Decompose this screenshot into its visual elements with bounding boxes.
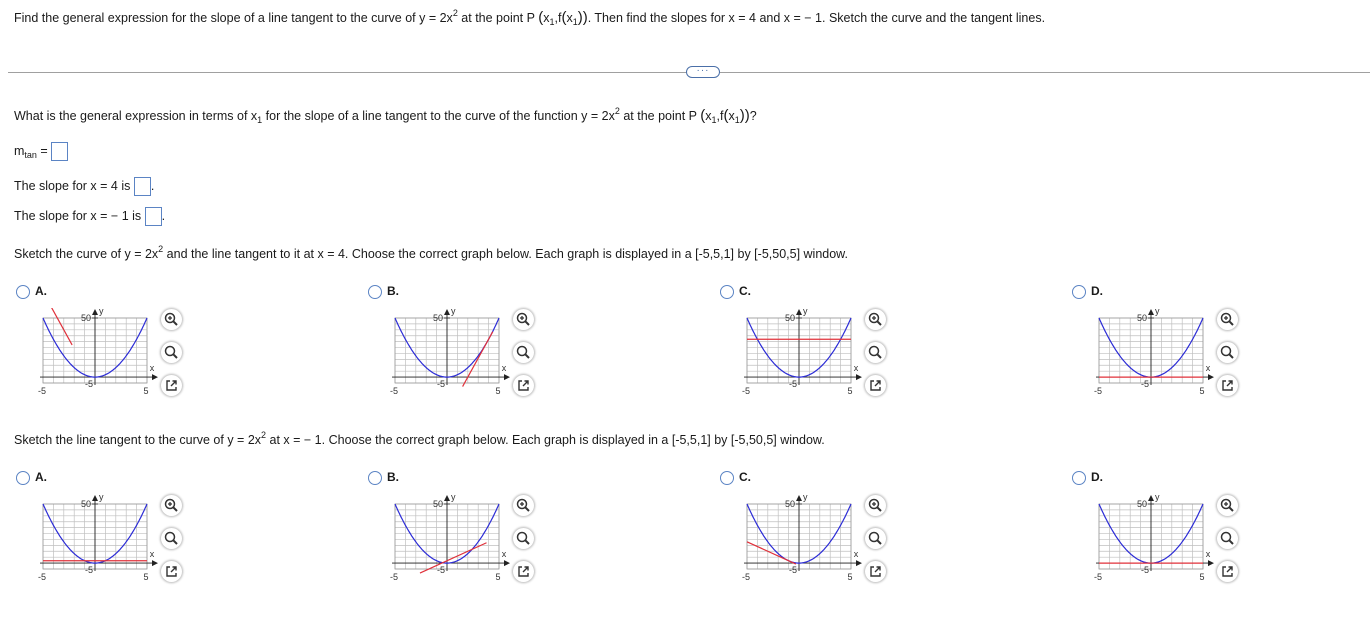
y-axis-label: y <box>99 308 104 316</box>
q1-option-a-label[interactable]: A. <box>35 284 47 298</box>
external-link-icon <box>1217 561 1238 582</box>
external-link-icon <box>161 375 182 396</box>
y-tick-label: -5 <box>788 565 798 576</box>
x-tick-label: -5 <box>1093 386 1103 396</box>
slope-x4-answer-input[interactable] <box>134 177 151 196</box>
q1-option-b-graph <box>380 308 520 404</box>
q2-option-c-graph <box>732 494 872 590</box>
x-tick-label: 5 <box>143 386 149 396</box>
y-tick-label: 50 <box>1136 313 1147 323</box>
q2-option-c-radio[interactable] <box>720 471 734 485</box>
zoom-in-icon <box>1217 495 1238 516</box>
y-axis-arrow-icon <box>796 495 802 501</box>
y-axis-label: y <box>1155 308 1160 316</box>
x-axis-label: x <box>853 549 859 560</box>
y-axis-arrow-icon <box>444 495 450 501</box>
x-tick-label: -5 <box>741 572 751 582</box>
zoom-in-icon <box>513 495 534 516</box>
x-axis-arrow-icon <box>1208 560 1214 566</box>
q2-option-a-label[interactable]: A. <box>35 470 47 484</box>
x-axis-label: x <box>501 549 507 560</box>
open-graph-button[interactable] <box>865 561 886 582</box>
zoom-in-icon <box>1217 309 1238 330</box>
open-graph-button[interactable] <box>161 561 182 582</box>
zoom-in-button[interactable] <box>865 495 886 516</box>
q1-option-d-label[interactable]: D. <box>1091 284 1103 298</box>
zoom-in-button[interactable] <box>1217 309 1238 330</box>
x-axis-arrow-icon <box>856 374 862 380</box>
x-tick-label: -5 <box>741 386 751 396</box>
y-axis-label: y <box>99 494 104 502</box>
open-graph-button[interactable] <box>161 375 182 396</box>
x-tick-label: -5 <box>1093 572 1103 582</box>
x-axis-label: x <box>149 549 155 560</box>
x-axis-label: x <box>149 363 155 374</box>
x-tick-label: -5 <box>389 572 399 582</box>
q2-option-a-graph <box>28 494 168 590</box>
x-axis-arrow-icon <box>1208 374 1214 380</box>
zoom-in-button[interactable] <box>865 309 886 330</box>
x-tick-label: 5 <box>495 386 501 396</box>
y-tick-label: -5 <box>436 565 446 576</box>
y-tick-label: 50 <box>784 499 795 509</box>
external-link-icon <box>1217 375 1238 396</box>
zoom-out-button[interactable] <box>865 528 886 549</box>
x-axis-arrow-icon <box>504 374 510 380</box>
zoom-in-icon <box>865 309 886 330</box>
y-tick-label: 50 <box>80 499 91 509</box>
x-tick-label: -5 <box>37 386 47 396</box>
zoom-out-button[interactable] <box>1217 528 1238 549</box>
y-axis-arrow-icon <box>92 309 98 315</box>
zoom-in-button[interactable] <box>161 309 182 330</box>
zoom-out-icon <box>865 528 886 549</box>
x-tick-label: 5 <box>847 572 853 582</box>
q2-option-b-label[interactable]: B. <box>387 470 399 484</box>
y-axis-arrow-icon <box>796 309 802 315</box>
q2-option-d-graph <box>1084 494 1224 590</box>
q1-option-a-radio[interactable] <box>16 285 30 299</box>
q1-option-c-graph <box>732 308 872 404</box>
y-axis-arrow-icon <box>92 495 98 501</box>
q1-option-b-label[interactable]: B. <box>387 284 399 298</box>
q1-option-c-label[interactable]: C. <box>739 284 751 298</box>
x-axis-arrow-icon <box>152 560 158 566</box>
slope-xneg1-answer-input[interactable] <box>145 207 162 226</box>
x-axis-label: x <box>853 363 859 374</box>
zoom-in-button[interactable] <box>513 309 534 330</box>
y-tick-label: -5 <box>436 379 446 390</box>
q2-option-b-graph <box>380 494 520 590</box>
y-axis-arrow-icon <box>1148 495 1154 501</box>
external-link-icon <box>513 561 534 582</box>
y-axis-label: y <box>1155 494 1160 502</box>
x-axis-label: x <box>1205 363 1211 374</box>
y-tick-label: -5 <box>84 379 94 390</box>
zoom-in-button[interactable] <box>161 495 182 516</box>
zoom-in-icon <box>161 309 182 330</box>
q2-option-b-radio[interactable] <box>368 471 382 485</box>
zoom-out-icon <box>513 342 534 363</box>
slope-xneg1-row: The slope for x = − 1 is . <box>14 207 165 226</box>
zoom-out-icon <box>1217 528 1238 549</box>
y-axis-label: y <box>803 494 808 502</box>
zoom-out-button[interactable] <box>161 342 182 363</box>
x-axis-arrow-icon <box>152 374 158 380</box>
open-graph-button[interactable] <box>1217 561 1238 582</box>
x-tick-label: 5 <box>143 572 149 582</box>
zoom-out-icon <box>865 342 886 363</box>
q2-option-a-radio[interactable] <box>16 471 30 485</box>
zoom-out-button[interactable] <box>865 342 886 363</box>
y-tick-label: -5 <box>1140 379 1150 390</box>
y-axis-label: y <box>451 494 456 502</box>
y-tick-label: -5 <box>1140 565 1150 576</box>
q1-option-b-radio[interactable] <box>368 285 382 299</box>
x-tick-label: 5 <box>1199 386 1205 396</box>
x-tick-label: 5 <box>495 572 501 582</box>
m-tan-answer-input[interactable] <box>51 142 68 161</box>
y-tick-label: 50 <box>1136 499 1147 509</box>
x-axis-arrow-icon <box>856 560 862 566</box>
y-axis-arrow-icon <box>1148 309 1154 315</box>
x-tick-label: 5 <box>847 386 853 396</box>
q2-option-d-radio[interactable] <box>1072 471 1086 485</box>
sketch2-prompt: Sketch the line tangent to the curve of $y = 2x^2$ at x = − 1. Choose the correct graph below. Each graph is displayed in a [-5,5,1] by [-5,50,5] window. <box>14 430 825 447</box>
zoom-out-icon <box>161 528 182 549</box>
open-graph-button[interactable] <box>865 375 886 396</box>
q1-option-d-graph <box>1084 308 1224 404</box>
q1-option-c-radio[interactable] <box>720 285 734 299</box>
more-button[interactable]: ··· <box>686 66 720 78</box>
y-tick-label: -5 <box>84 565 94 576</box>
external-link-icon <box>161 561 182 582</box>
zoom-in-icon <box>513 309 534 330</box>
x-tick-label: -5 <box>389 386 399 396</box>
zoom-out-button[interactable] <box>513 528 534 549</box>
zoom-out-button[interactable] <box>1217 342 1238 363</box>
zoom-out-icon <box>161 342 182 363</box>
x-tick-label: -5 <box>37 572 47 582</box>
open-graph-button[interactable] <box>1217 375 1238 396</box>
problem-statement: Find the general expression for the slope of a line tangent to the curve of $y = 2x^2$ at the point P $(x_1,f(x_1))$. Then find the slopes for x = 4 and x = − 1. Sketch the curve and the tangent lines. <box>14 8 1046 27</box>
y-tick-label: 50 <box>80 313 91 323</box>
external-link-icon <box>865 561 886 582</box>
m-tan-row: $m_{tan}$ = <box>14 142 68 161</box>
y-tick-label: -5 <box>788 379 798 390</box>
y-axis-label: y <box>451 308 456 316</box>
q2-option-c-label[interactable]: C. <box>739 470 751 484</box>
x-axis-label: x <box>501 363 507 374</box>
y-axis-arrow-icon <box>444 309 450 315</box>
zoom-in-button[interactable] <box>1217 495 1238 516</box>
zoom-in-icon <box>161 495 182 516</box>
q1-option-d-radio[interactable] <box>1072 285 1086 299</box>
slope-x4-row: The slope for x = 4 is . <box>14 177 154 196</box>
zoom-out-icon <box>513 528 534 549</box>
sketch1-prompt: Sketch the curve of $y = 2x^2$ and the line tangent to it at x = 4. Choose the correct graph below. Each graph is displayed in a [-5,5,1] by [-5,50,5] window. <box>14 244 848 261</box>
zoom-out-icon <box>1217 342 1238 363</box>
zoom-in-icon <box>865 495 886 516</box>
y-tick-label: 50 <box>784 313 795 323</box>
open-graph-button[interactable] <box>513 375 534 396</box>
q2-option-d-label[interactable]: D. <box>1091 470 1103 484</box>
zoom-out-button[interactable] <box>513 342 534 363</box>
y-tick-label: 50 <box>432 313 443 323</box>
question-text: What is the general expression in terms of $x_1$ for the slope of a line tangent to the curve of the function $y = 2x^2$ at the point P $(x_1,f(x_1))$? <box>14 106 757 125</box>
tangent-line <box>47 308 72 345</box>
external-link-icon <box>513 375 534 396</box>
tangent-line <box>420 543 487 576</box>
y-axis-label: y <box>803 308 808 316</box>
x-axis-label: x <box>1205 549 1211 560</box>
open-graph-button[interactable] <box>513 561 534 582</box>
x-tick-label: 5 <box>1199 572 1205 582</box>
external-link-icon <box>865 375 886 396</box>
zoom-out-button[interactable] <box>161 528 182 549</box>
zoom-in-button[interactable] <box>513 495 534 516</box>
q1-option-a-graph <box>28 308 168 404</box>
x-axis-arrow-icon <box>504 560 510 566</box>
y-tick-label: 50 <box>432 499 443 509</box>
